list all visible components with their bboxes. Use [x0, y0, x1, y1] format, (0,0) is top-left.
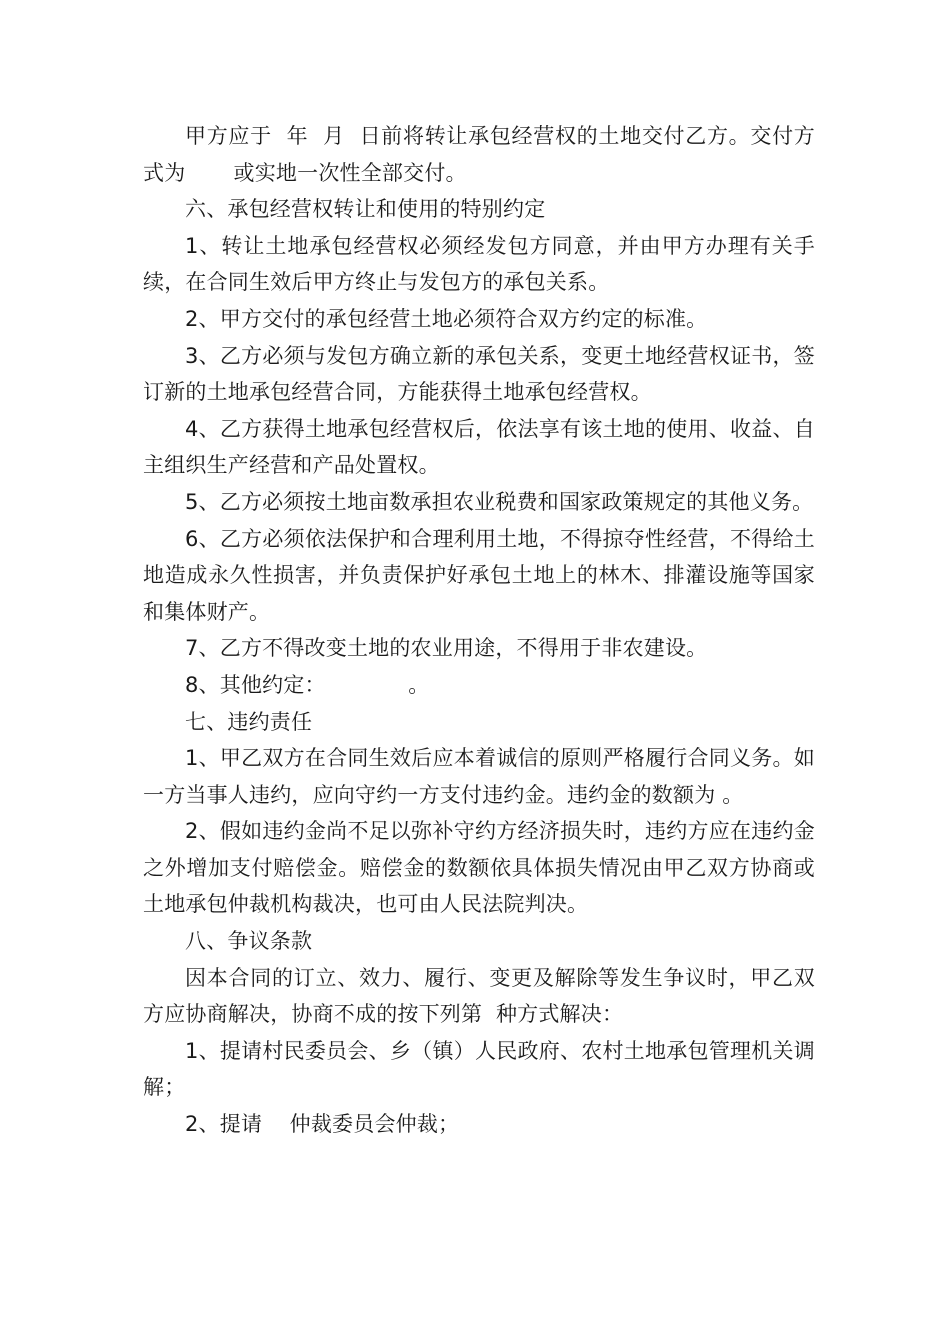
clause-6-6: 6、乙方必须依法保护和合理利用土地，不得掠夺性经营，不得给土地造成永久性损害，并负责保护好承包土地上的林木、排灌设施等国家和集体财产。 [143, 526, 815, 624]
clause-6-4: 4、乙方获得土地承包经营权后，依法享有该土地的使用、收益、自主组织生产经营和产品处置权。 [143, 416, 815, 478]
paragraph-handover-date: 甲方应于 年 月 日前将转让承包经营权的土地交付乙方。交付方式为 或实地一次性全部交付。 [143, 124, 815, 185]
clause-6-7: 7、乙方不得改变土地的农业用途，不得用于非农建设。 [185, 636, 708, 661]
clause-6-5: 5、乙方必须按土地亩数承担农业税费和国家政策规定的其他义务。 [185, 489, 814, 514]
clause-7-2: 2、假如违约金尚不足以弥补守约方经济损失时，违约方应在违约金之外增加支付赔偿金。赔偿金的数额依具体损失情况由甲乙双方协商或土地承包仲裁机构裁决，也可由人民法院判决。 [143, 819, 815, 917]
clause-7-1: 1、甲乙双方在合同生效后应本着诚信的原则严格履行合同义务。如一方当事人违约，应向守约一方支付违约金。违约金的数额为 。 [143, 746, 815, 807]
clause-6-8: 8、其他约定： 。 [185, 672, 430, 697]
clause-6-3: 3、乙方必须与发包方确立新的承包关系，变更土地经营权证书，签订新的土地承包经营合同，方能获得土地承包经营权。 [143, 343, 815, 405]
clause-8-1: 1、提请村民委员会、乡（镇）人民政府、农村土地承包管理机关调解； [143, 1038, 815, 1100]
paragraph-dispute-resolution: 因本合同的订立、效力、履行、变更及解除等发生争议时，甲乙双方应协商解决，协商不成的按下列第 种方式解决： [143, 965, 815, 1027]
section-heading-special-terms: 六、承包经营权转让和使用的特别约定 [185, 197, 546, 222]
section-heading-liability: 七、违约责任 [185, 709, 313, 734]
clause-6-2: 2、甲方交付的承包经营土地必须符合双方约定的标准。 [185, 306, 708, 331]
document-body [143, 118, 815, 1143]
clause-8-2: 2、提请 仲裁委员会仲裁； [185, 1112, 460, 1137]
clause-6-1: 1、转让土地承包经营权必须经发包方同意，并由甲方办理有关手续，在合同生效后甲方终止与发包方的承包关系。 [143, 233, 815, 295]
section-heading-disputes: 八、争议条款 [185, 929, 313, 954]
